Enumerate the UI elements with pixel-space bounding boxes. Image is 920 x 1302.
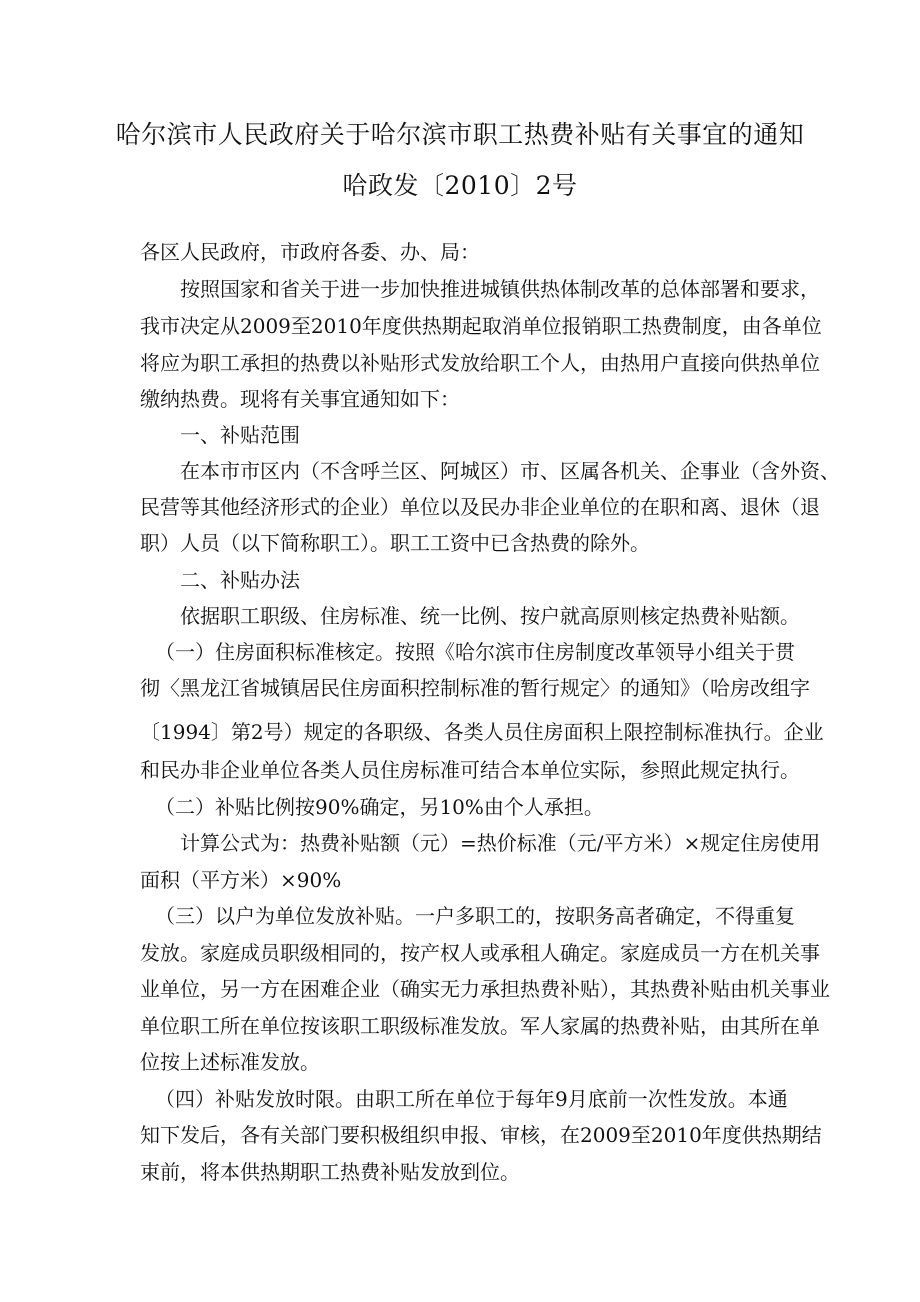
document-title: 哈尔滨市人民政府关于哈尔滨市职工热费补贴有关事宜的通知 <box>115 120 805 149</box>
paragraph-line: 和民办非企业单位各类人员住房标准可结合本单位实际，参照此规定执行。 <box>140 758 800 782</box>
paragraph-line: 彻〈黑龙江省城镇居民住房面积控制标准的暂行规定〉的通知》（哈房改组字 <box>140 676 810 700</box>
paragraph-line: 按照国家和省关于进一步加快推进城镇供热体制改革的总体部署和要求， <box>180 277 820 301</box>
paragraph-line: 在本市市区内（不含呼兰区、阿城区）市、区属各机关、企事业（含外资、 <box>180 459 840 483</box>
salutation: 各区人民政府，市政府各委、办、局： <box>140 240 480 264</box>
formula-line: 面积（平方米）×90% <box>140 868 342 892</box>
paragraph-line: 我市决定从2009至2010年度供热期起取消单位报销职工热费制度，由各单位 <box>140 314 822 338</box>
paragraph-line: （四）补贴发放时限。由职工所在单位于每年9月底前一次性发放。本通 <box>155 1087 788 1111</box>
paragraph-line: 缴纳热费。现将有关事宜通知如下： <box>140 387 460 411</box>
paragraph-line: 〔1994〕第2号）规定的各职级、各类人员住房面积上限控制标准执行。企业 <box>140 720 824 744</box>
paragraph-line: 发放。家庭成员职级相同的，按产权人或承租人确定。家庭成员一方在机关事 <box>140 941 820 965</box>
paragraph-line: 职）人员（以下简称职工）。职工工资中已含热费的除外。 <box>140 531 650 555</box>
section-heading: 一、补贴范围 <box>180 423 300 447</box>
paragraph-line: 将应为职工承担的热费以补贴形式发放给职工个人，由热用户直接向供热单位 <box>140 351 820 375</box>
paragraph-line: 依据职工职级、住房标准、统一比例、按户就高原则核定热费补贴额。 <box>180 604 800 628</box>
paragraph-line: （三）以户为单位发放补贴。一户多职工的，按职务高者确定，不得重复 <box>155 904 795 928</box>
paragraph-line: 单位职工所在单位按该职工职级标准发放。军人家属的热费补贴，由其所在单 <box>140 1014 820 1038</box>
document-number: 哈政发〔2010〕2号 <box>342 171 578 200</box>
paragraph-line: 业单位，另一方在困难企业（确实无力承担热费补贴），其热费补贴由机关事业 <box>140 977 830 1001</box>
paragraph-line: 民营等其他经济形式的企业）单位以及民办非企业单位的在职和离、退休（退 <box>140 495 820 519</box>
paragraph-line: （二）补贴比例按90%确定，另10%由个人承担。 <box>155 795 604 819</box>
formula-line: 计算公式为：热费补贴额（元）=热价标准（元/平方米）×规定住房使用 <box>180 831 821 855</box>
paragraph-line: 位按上述标准发放。 <box>140 1050 320 1074</box>
paragraph-line: 束前，将本供热期职工热费补贴发放到位。 <box>140 1160 520 1184</box>
paragraph-line: （一）住房面积标准核定。按照《哈尔滨市住房制度改革领导小组关于贯 <box>155 640 795 664</box>
section-heading: 二、补贴办法 <box>180 568 300 592</box>
paragraph-line: 知下发后，各有关部门要积极组织申报、审核，在2009至2010年度供热期结 <box>140 1123 822 1147</box>
